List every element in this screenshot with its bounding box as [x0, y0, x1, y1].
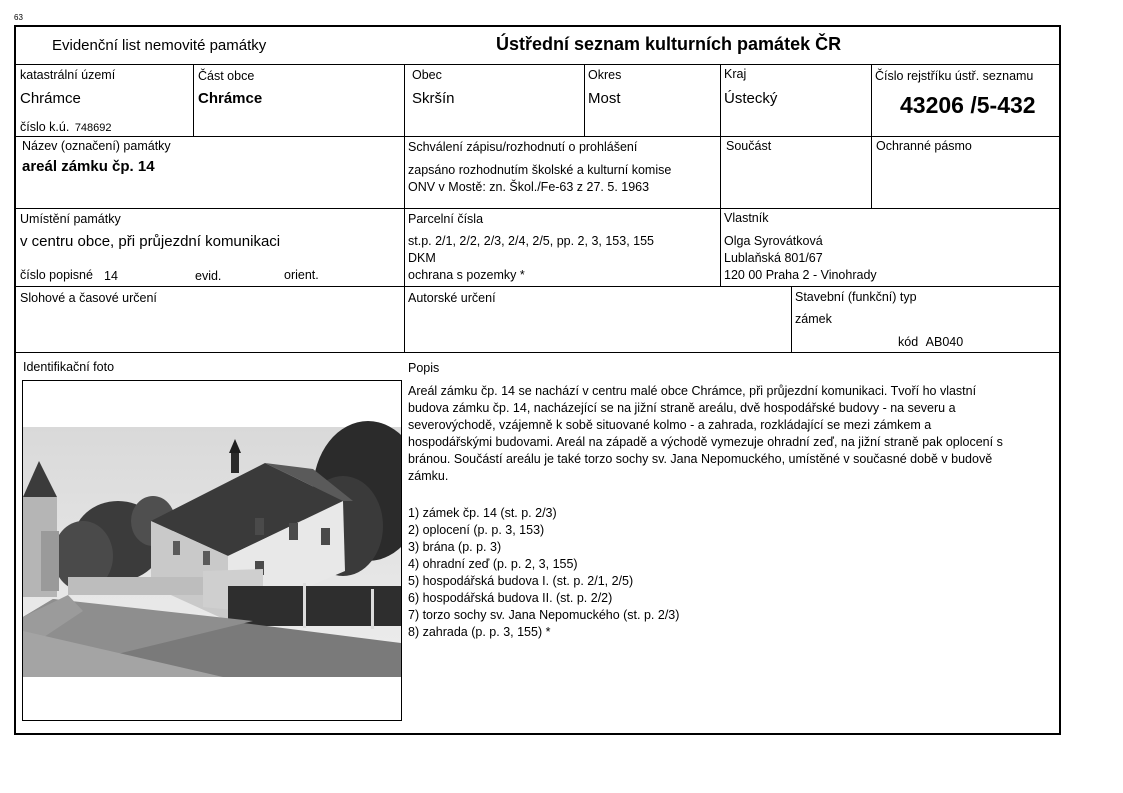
- vlastnik-line1: Olga Syrovátková: [724, 234, 823, 248]
- stavebni-value: zámek: [795, 312, 832, 326]
- vlastnik-line2: Lublaňská 801/67: [724, 251, 823, 265]
- soucast-label: Součást: [726, 139, 772, 153]
- vlastnik-line3: 120 00 Praha 2 - Vinohrady: [724, 268, 877, 282]
- katastralni-value: Chrámce: [20, 90, 81, 107]
- umisteni-label: Umístění památky: [20, 212, 121, 226]
- ochranne-pasmo-label: Ochranné pásmo: [876, 139, 972, 153]
- list-item: 4) ohradní zeď (p. p. 2, 3, 155): [408, 557, 578, 571]
- rejstrik-label: Číslo rejstříku ústř. seznamu: [875, 69, 1034, 83]
- popis-line: severovýchodě, vzájemně k sobě situované kolmo - a zahrada, rozkládající se mezi zámkem a: [408, 418, 932, 432]
- cislo-popisne-value: 14: [104, 269, 118, 283]
- kraj-value: Ústecký: [724, 90, 778, 107]
- kraj-label: Kraj: [724, 67, 747, 81]
- divider: [193, 64, 194, 136]
- divider: [404, 64, 405, 352]
- kod-value: AB040: [925, 335, 964, 349]
- umisteni-value: v centru obce, při průjezdní komunikaci: [20, 233, 281, 250]
- schvaleni-label: Schválení zápisu/rozhodnutí o prohlášení: [408, 140, 638, 154]
- identification-photo-frame: [22, 380, 402, 721]
- divider: [15, 64, 1060, 65]
- nazev-label: Název (označení) památky: [22, 139, 171, 153]
- slohove-label: Slohové a časové určení: [20, 291, 157, 305]
- popis-items: [408, 505, 1058, 641]
- obec-value: Skršín: [412, 90, 455, 107]
- chateau-photo: [23, 381, 401, 720]
- autorske-label: Autorské určení: [408, 291, 496, 305]
- divider: [15, 208, 1060, 209]
- orient-label: orient.: [284, 268, 319, 282]
- parcelni-line1: st.p. 2/1, 2/2, 2/3, 2/4, 2/5, pp. 2, 3, 153, 155: [408, 234, 655, 248]
- parcelni-label: Parcelní čísla: [408, 212, 484, 226]
- rejstrik-value: 43206 /5-432: [900, 92, 1036, 118]
- kod: [898, 335, 963, 349]
- cislo-ku: [20, 120, 112, 134]
- schvaleni-line1: zapsáno rozhodnutím školské a kulturní komise: [408, 163, 672, 177]
- sheet-title: Evidenční list nemovité památky: [52, 37, 267, 54]
- parcelni-line2: DKM: [408, 251, 436, 265]
- evid-label: evid.: [195, 269, 222, 283]
- cast-obce-label: Část obce: [198, 69, 255, 83]
- list-item: 5) hospodářská budova I. (st. p. 2/1, 2/5): [408, 574, 634, 588]
- stavebni-label: Stavební (funkční) typ: [795, 290, 917, 304]
- list-item: 8) zahrada (p. p. 3, 155) *: [408, 625, 551, 639]
- list-item: 1) zámek čp. 14 (st. p. 2/3): [408, 506, 557, 520]
- divider: [871, 64, 872, 208]
- popis-line: zámku.: [408, 469, 449, 483]
- divider: [15, 352, 1060, 353]
- list-item: 3) brána (p. p. 3): [408, 540, 502, 554]
- divider: [15, 136, 1060, 137]
- list-item: 7) torzo sochy sv. Jana Nepomuckého (st. p. 2/3): [408, 608, 680, 622]
- cast-obce-value: Chrámce: [198, 90, 263, 107]
- list-item: 2) oplocení (p. p. 3, 153): [408, 523, 545, 537]
- divider: [720, 64, 721, 286]
- cislo-ku-value: 748692: [74, 122, 112, 134]
- popis-line: bránou. Součástí areálu je také torzo sochy sv. Jana Nepomuckého, umístěné v současné době v budově: [408, 452, 993, 466]
- katastralni-label: katastrální území: [20, 68, 116, 82]
- cislo-popisne-label: číslo popisné: [20, 268, 93, 282]
- nazev-value: areál zámku čp. 14: [22, 158, 155, 175]
- popis-label: Popis: [408, 361, 440, 375]
- cislo-ku-label: číslo k.ú.: [20, 120, 70, 134]
- popis-line: budova zámku čp. 14, nacházející se na jižní straně areálu, dvě hospodářské budovy - na severu a: [408, 401, 956, 415]
- popis-line: Areál zámku čp. 14 se nachází v centru malé obce Chrámce, při průjezdní komunikaci. Tvoří ho vlastní: [408, 384, 977, 398]
- popis-line: hospodářskými budovami. Areál na západě a východě vymezuje ohradní zeď, na jižní straně pak oplocení s: [408, 435, 1003, 449]
- divider: [791, 286, 792, 352]
- obec-label: Obec: [412, 68, 442, 82]
- page-number: 63: [14, 13, 23, 22]
- schvaleni-line2: ONV v Mostě: zn. Škol./Fe-63 z 27. 5. 1963: [408, 180, 650, 194]
- okres-value: Most: [588, 90, 621, 107]
- vlastnik-label: Vlastník: [724, 211, 769, 225]
- popis-text: [408, 383, 1058, 485]
- divider: [15, 286, 1060, 287]
- divider: [584, 64, 585, 136]
- register-title: Ústřední seznam kulturních památek ČR: [496, 34, 842, 54]
- parcelni-line3: ochrana s pozemky *: [408, 268, 525, 282]
- okres-label: Okres: [588, 68, 622, 82]
- kod-label: kód: [898, 335, 919, 349]
- list-item: 6) hospodářská budova II. (st. p. 2/2): [408, 591, 613, 605]
- foto-label: Identifikační foto: [23, 360, 115, 374]
